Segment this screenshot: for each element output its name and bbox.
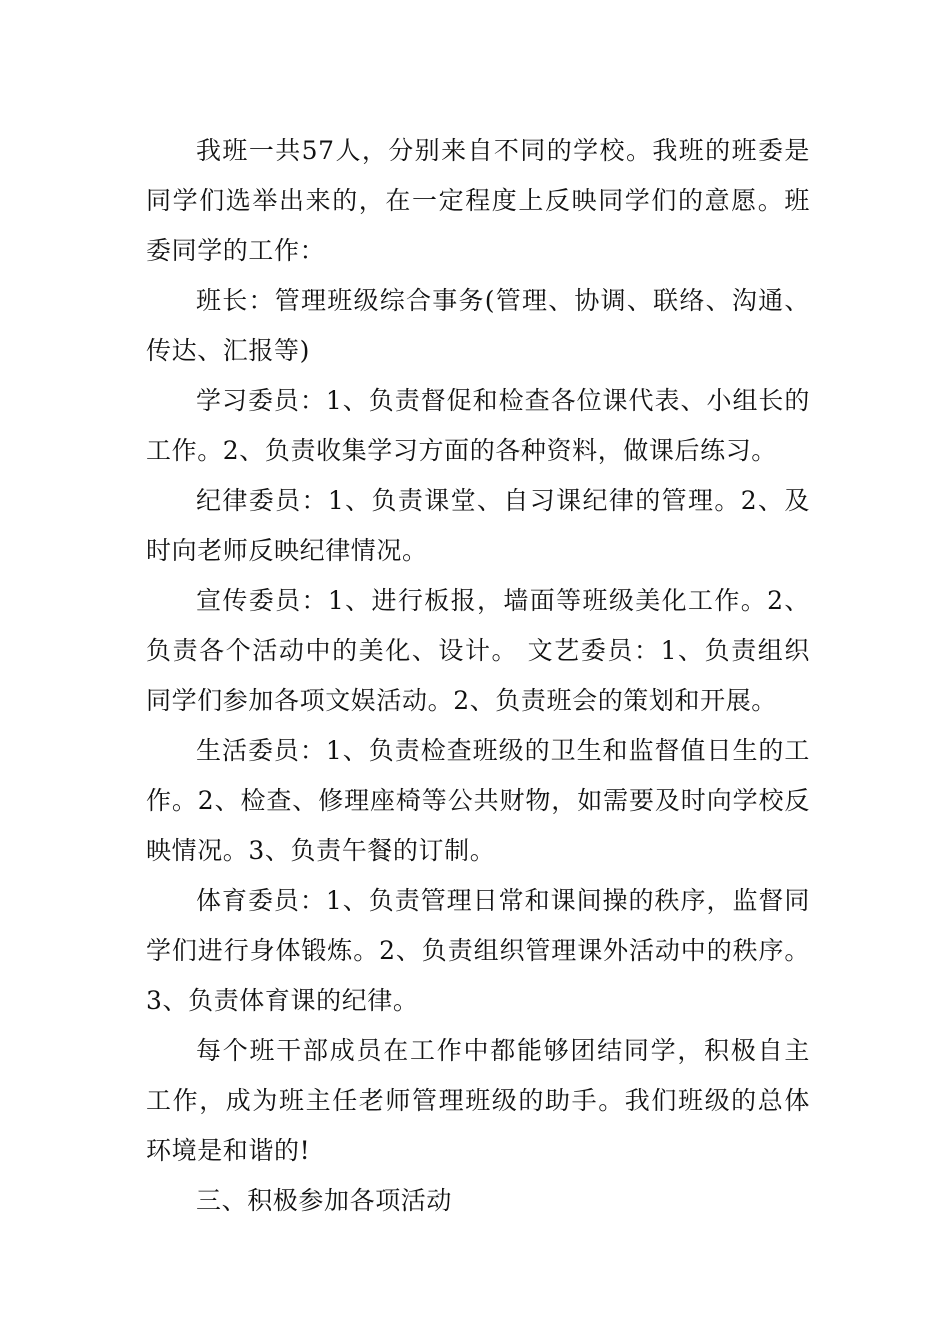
paragraph-monitor: 班长：管理班级综合事务(管理、协调、联络、沟通、传达、汇报等) xyxy=(146,286,810,365)
paragraph-life-committee: 生活委员：1、负责检查班级的卫生和监督值日生的工作。2、检查、修理座椅等公共财物，如需要及时向学校反映情况。3、负责午餐的订制。 xyxy=(146,736,810,865)
paragraph-class-intro: 我班一共57人，分别来自不同的学校。我班的班委是同学们选举出来的，在一定程度上反映同学们的意愿。班委同学的工作： xyxy=(146,136,810,265)
document-page xyxy=(146,126,810,1226)
paragraph-publicity-and-arts-committee: 宣传委员：1、进行板报，墙面等班级美化工作。2、负责各个活动中的美化、设计。 文艺委员：1、负责组织同学们参加各项文娱活动。2、负责班会的策划和开展。 xyxy=(146,586,810,715)
paragraph-study-committee: 学习委员：1、负责督促和检查各位课代表、小组长的工作。2、负责收集学习方面的各种资料，做课后练习。 xyxy=(146,386,810,465)
paragraph-summary: 每个班干部成员在工作中都能够团结同学，积极自主工作，成为班主任老师管理班级的助手。我们班级的总体环境是和谐的! xyxy=(146,1036,810,1165)
paragraph-sports-committee: 体育委员：1、负责管理日常和课间操的秩序，监督同学们进行身体锻炼。2、负责组织管理课外活动中的秩序。3、负责体育课的纪律。 xyxy=(146,886,810,1015)
section-heading-activities: 三、积极参加各项活动 xyxy=(196,1186,453,1215)
paragraph-discipline-committee: 纪律委员：1、负责课堂、自习课纪律的管理。2、及时向老师反映纪律情况。 xyxy=(146,486,810,565)
